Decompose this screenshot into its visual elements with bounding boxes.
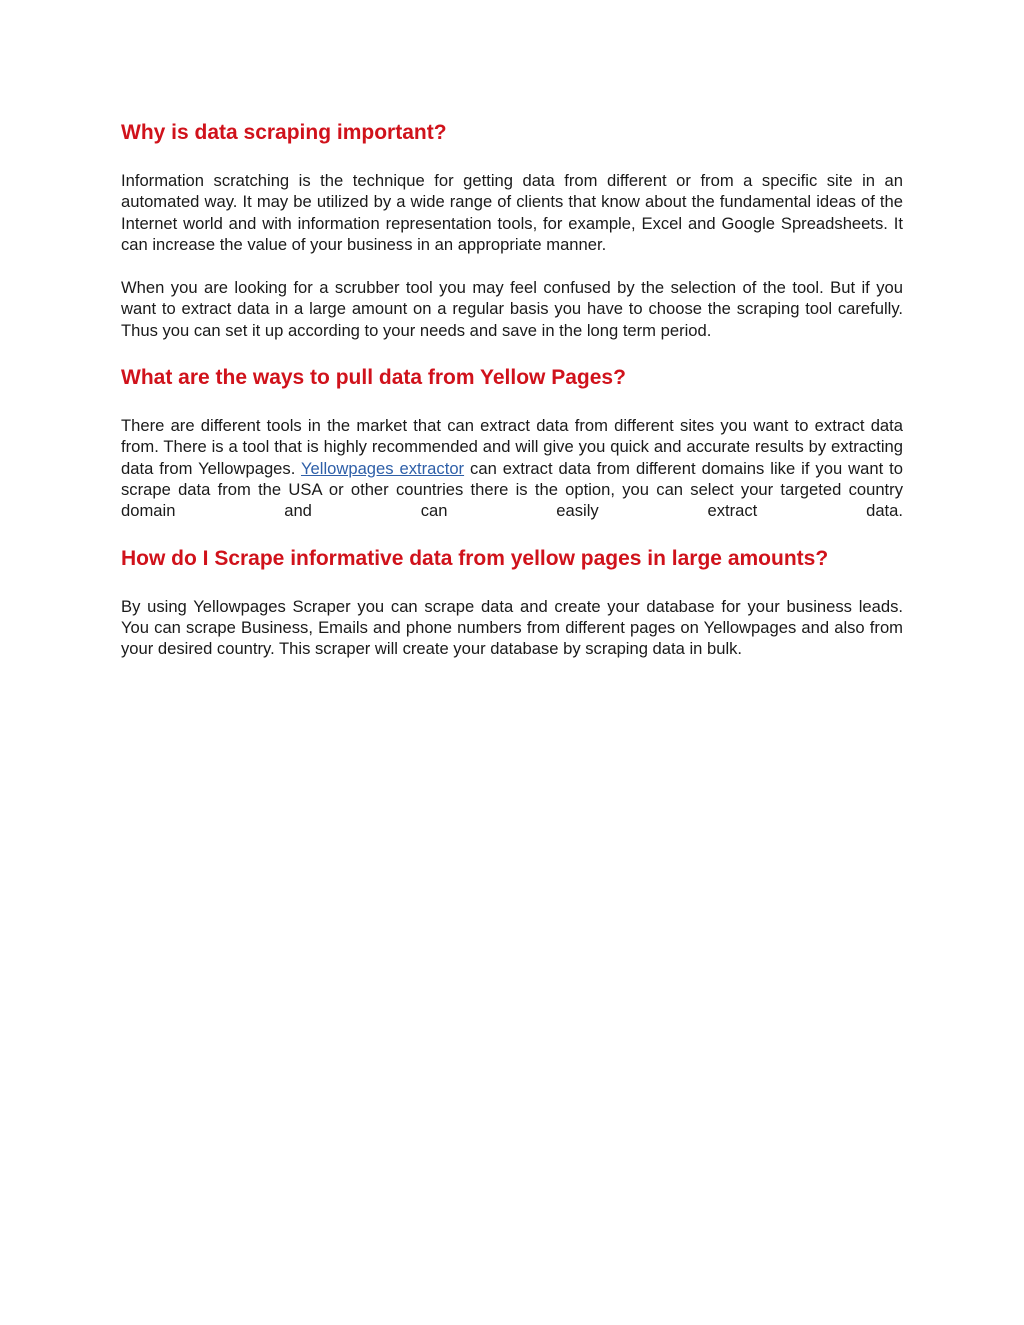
paragraph-text-before-link: There are different tools in the market that can extract data from different sites you want to extract data from. There is a tool that is highly recommended and will give you quick and accurate results by extracting data from Yellowpages. (121, 416, 903, 478)
paragraph-scrubber-tool: When you are looking for a scrubber tool you may feel confused by the selection of the tool. But if you want to extract data in a large amount on a regular basis you have to choose the scraping tool carefully. Thus you can set it up according to your needs and save in the long term period. (121, 278, 903, 340)
yellowpages-extractor-link[interactable]: Yellowpages extractor (300, 458, 465, 478)
paragraph-tools-in-market (121, 415, 903, 521)
section-heading-why-scraping: Why is data scraping important? (121, 121, 447, 144)
section-heading-scrape-large-amounts: How do I Scrape informative data from yellow pages in large amounts? (121, 546, 829, 570)
paragraph-yellowpages-scraper: By using Yellowpages Scraper you can scrape data and create your database for your business leads. You can scrape Business, Emails and phone numbers from different pages on Yellowpages and also from your desired country. This scraper will create your database by scraping data in bulk. (121, 596, 903, 659)
section-heading-ways-to-pull-data: What are the ways to pull data from Yellow Pages? (121, 366, 626, 390)
paragraph-information-scratching: Information scratching is the technique for getting data from different or from a specific site in an automated way. It may be utilized by a wide range of clients that know about the fundamental ideas of the Internet world and with information representation tools, for example, Excel and Google Spreadsheets. It can increase the value of your business in an appropriate manner. (121, 171, 903, 254)
document-page (121, 118, 903, 659)
paragraph-text-after-link: can extract data from different domains like if you want to scrape data from the USA or other countries there is the option, you can select your targeted country domain and can easily extract data. (121, 458, 903, 521)
